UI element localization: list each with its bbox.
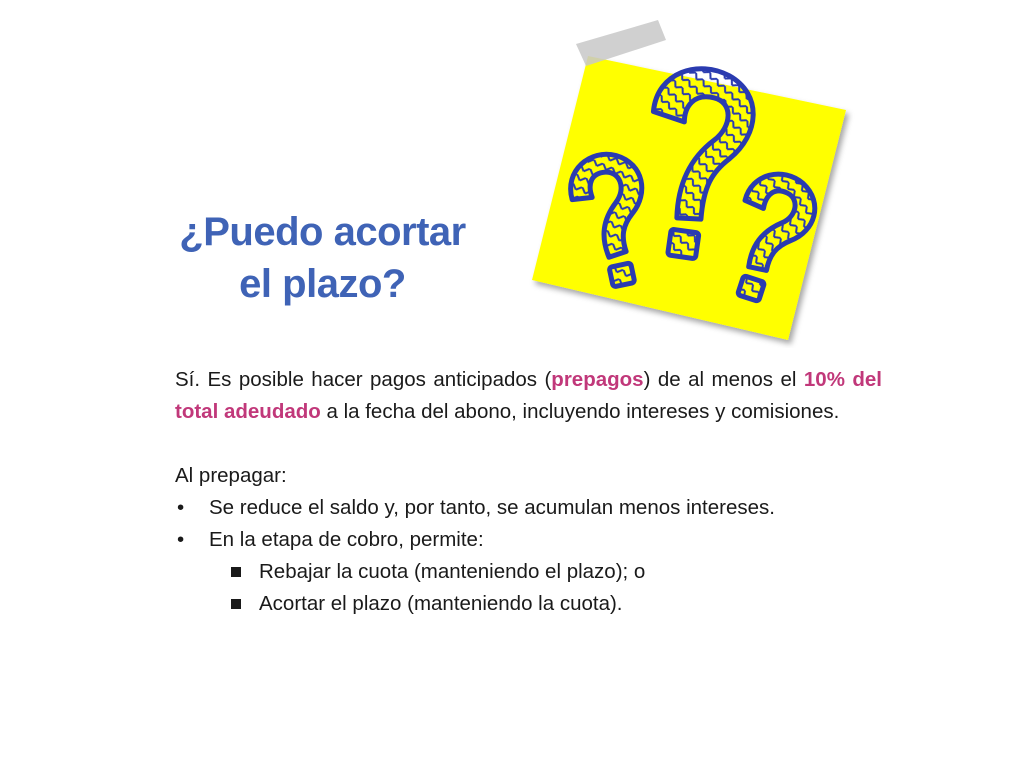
- title-line-1: ¿Puedo acortar: [179, 210, 466, 254]
- bullet-text: Se reduce el saldo y, por tanto, se acumulan menos intereses.: [209, 496, 775, 519]
- sub-bullet-item: [175, 588, 882, 620]
- sub-bullet-text: Acortar el plazo (manteniendo la cuota).: [259, 592, 623, 615]
- bullet-dot-icon: •: [177, 528, 185, 551]
- bullet-item: [175, 524, 882, 556]
- question-marks-sticky-note-icon: [518, 18, 858, 348]
- title-line-2: el plazo?: [239, 262, 406, 306]
- slide-body: [175, 364, 882, 620]
- prepagos-highlight: prepagos: [551, 368, 644, 391]
- bullet-item: [175, 492, 882, 524]
- percent-highlight: 10% del total adeudado: [175, 368, 882, 423]
- p1-text-b: ) de al menos el: [643, 368, 804, 391]
- sub-bullet-text: Rebajar la cuota (manteniendo el plazo); o: [259, 560, 646, 583]
- spacer: [175, 428, 882, 460]
- p1-text-c: a la fecha del abono, incluyendo intereses y comisiones.: [320, 400, 840, 423]
- bullet-dot-icon: •: [177, 496, 185, 519]
- square-bullet-icon: [231, 567, 241, 577]
- prepay-intro: Al prepagar:: [175, 464, 287, 487]
- bullet-text: En la etapa de cobro, permite:: [209, 528, 484, 551]
- square-bullet-icon: [231, 599, 241, 609]
- intro-paragraph: [175, 364, 882, 428]
- p1-text-a: Sí. Es posible hacer pagos anticipados (: [175, 368, 552, 391]
- slide-title: [150, 206, 495, 310]
- sub-bullet-item: [175, 556, 882, 588]
